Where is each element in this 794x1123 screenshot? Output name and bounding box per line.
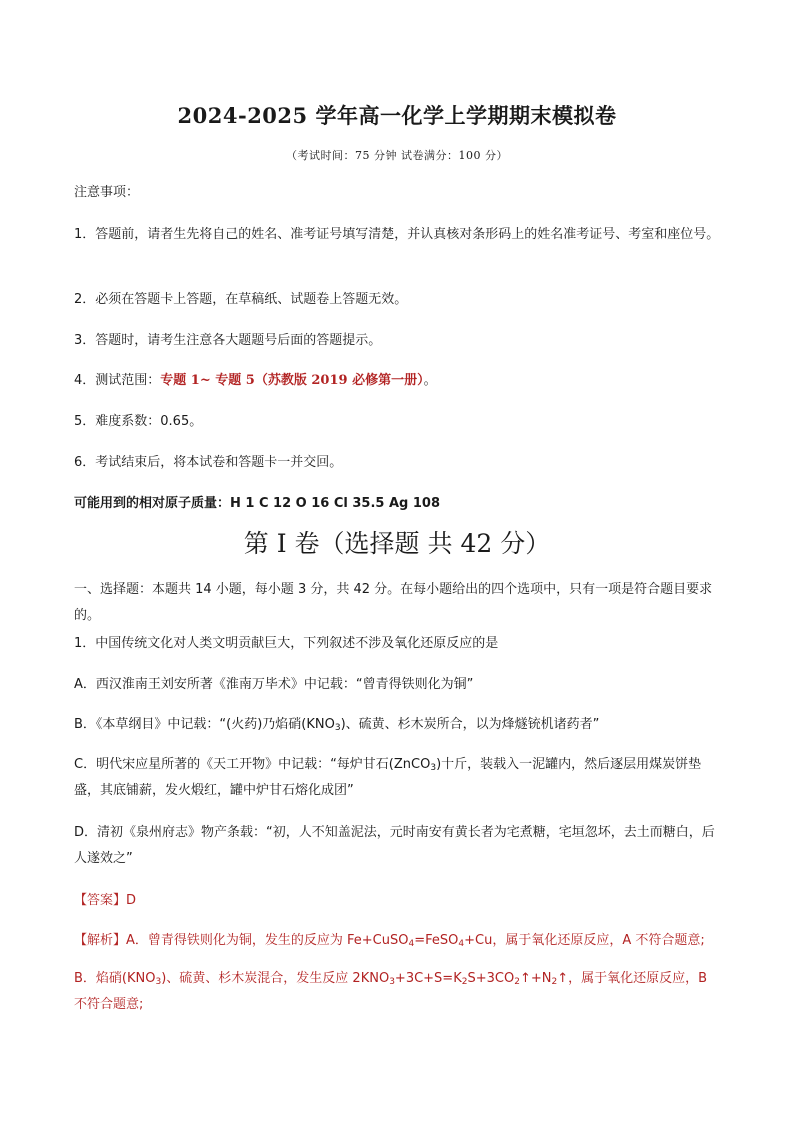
notes-heading: 注意事项： — [74, 185, 140, 200]
analysis-b — [74, 966, 724, 1018]
analysis-b-sub-4: 2 — [514, 977, 520, 987]
option-b-text-2: )、硫黄、杉木炭所合，以为烽燧铳机诸药者” — [340, 717, 600, 732]
analysis-b-text-5: ↑+N — [519, 971, 552, 986]
analysis-b-text-3: +3C+S=K — [394, 971, 462, 986]
note-item-4-prefix: 4．测试范围： — [74, 373, 161, 388]
note-item-4-suffix: 。 — [423, 373, 437, 388]
question-1-option-b — [74, 715, 724, 735]
analysis-b-sub-5: 2 — [551, 977, 558, 987]
section-instructions: 一、选择题：本题共 14 小题，每小题 3 分，共 42 分。在每小题给出的四个选项中，只有一项是符合题目要求的。 — [74, 582, 713, 623]
analysis-b-sub-2: 3 — [389, 977, 395, 987]
analysis-b-text-6: ↑，属于氧化还原反应，B 不符合题意; — [74, 971, 707, 1012]
analysis-a — [74, 931, 724, 951]
question-1-option-a: A．西汉淮南王刘安所著《淮南万毕术》中记载：“曾青得铁则化为铜” — [74, 677, 474, 692]
note-item-1: 1．答题前，请者生先将自己的姓名、准考证号填写清楚，并认真核对条形码上的姓名准考证号、考室和座位号。 — [74, 227, 720, 242]
analysis-b-text-2: )、硫黄、杉木炭混合，发生反应 2KNO — [161, 971, 390, 986]
analysis-a-text-3: +Cu，属于氧化还原反应，A 不符合题意; — [464, 933, 705, 948]
analysis-b-sub-3: 2 — [461, 977, 468, 987]
option-c-subscript: 3 — [430, 763, 437, 773]
analysis-a-text-1: 【解析】A．曾青得铁则化为铜，发生的反应为 Fe+CuSO — [74, 933, 409, 948]
note-item-5: 5．难度系数：0.65。 — [74, 414, 203, 429]
option-c-text-2: )十斤，装载入一泥罐内，然后逐层用煤炭饼垫盛，其底铺薪，发火煅红，罐中炉甘石熔化成团” — [74, 757, 702, 798]
analysis-b-text-1: B．焰硝(KNO — [74, 971, 156, 986]
note-item-4 — [74, 371, 724, 391]
exam-title: 2024-2025 学年高一化学上学期期末模拟卷 — [177, 103, 617, 128]
note-item-3: 3．答题时，请考生注意各大题题号后面的答题提示。 — [74, 333, 382, 348]
note-item-2: 2．必须在答题卡上答题，在草稿纸、试题卷上答题无效。 — [74, 292, 408, 307]
exam-subtitle: （考试时间：75 分钟 试卷满分：100 分） — [286, 149, 508, 162]
analysis-a-sub-1: 4 — [408, 939, 415, 949]
option-b-text-1: B．《本草纲目》中记载：“(火药)乃焰硝(KNO — [74, 717, 335, 732]
answer-label: 【答案】D — [74, 893, 137, 908]
section-title: 第 I 卷（选择题 共 42 分） — [243, 529, 551, 558]
option-c-text-1: C．明代宋应星所著的《天工开物》中记载：“每炉甘石(ZnCO — [74, 757, 431, 772]
analysis-a-text-2: =FeSO — [414, 933, 459, 948]
analysis-b-sub-1: 3 — [155, 977, 162, 987]
note-item-6: 6．考试结束后，将本试卷和答题卡一并交回。 — [74, 455, 343, 470]
question-1-option-c — [74, 752, 724, 804]
option-b-subscript: 3 — [334, 723, 341, 733]
atomic-mass-line: 可能用到的相对原子质量：H 1 C 12 O 16 Cl 35.5 Ag 108 — [74, 496, 441, 511]
analysis-a-sub-2: 4 — [458, 939, 465, 949]
question-1-option-d: D．清初《泉州府志》物产条载：“初，人不知盖泥法，元时南安有黄长者为宅煮糖，宅垣忽坏，去土而糖白，后人遂效之” — [74, 825, 715, 866]
test-scope: 专题 1~ 专题 5（苏教版 2019 必修第一册） — [160, 373, 424, 388]
question-1-stem: 1．中国传统文化对人类文明贡献巨大，下列叙述不涉及氧化还原反应的是 — [74, 636, 499, 651]
analysis-b-text-4: S+3CO — [467, 971, 515, 986]
